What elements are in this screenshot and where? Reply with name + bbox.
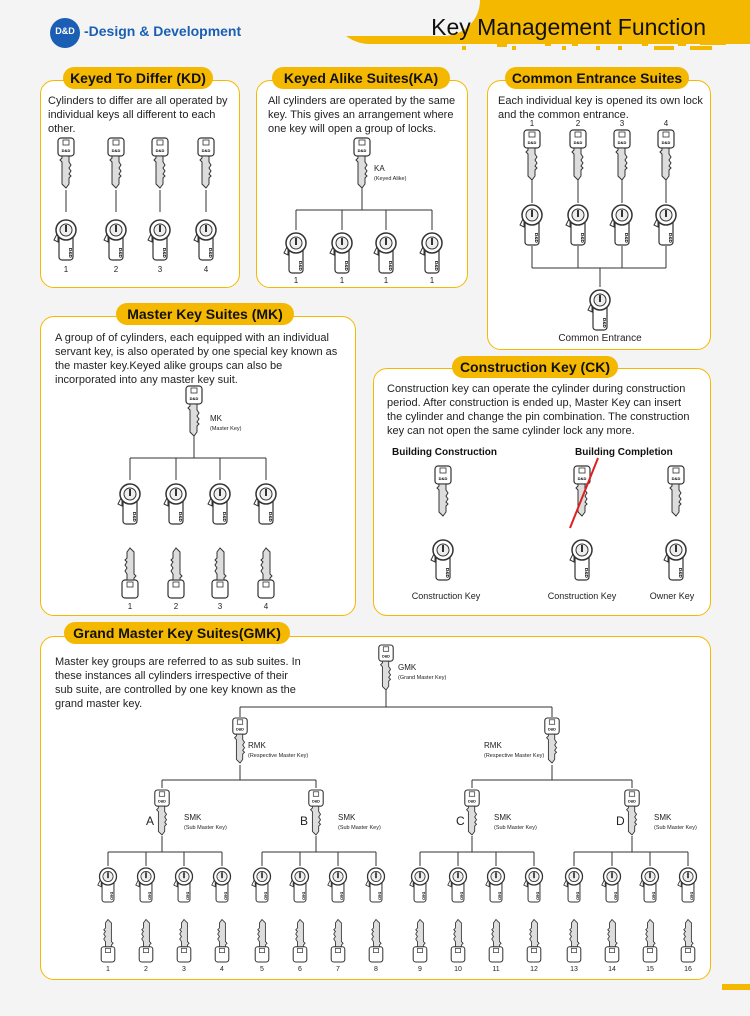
svg-text:D&D: D&D [628, 799, 636, 804]
svg-text:D&D: D&D [624, 233, 629, 243]
svg-text:D&D: D&D [445, 568, 450, 578]
svg-text:D&D: D&D [575, 891, 580, 901]
svg-text:D&D: D&D [68, 248, 73, 258]
mk-title: Master Key Suites (MK) [116, 303, 294, 325]
svg-text:D&D: D&D [613, 891, 618, 901]
ka-number: 1 [383, 276, 389, 285]
ce-number: 2 [575, 119, 581, 128]
group-letter: C [456, 814, 465, 828]
group-letter: D [616, 814, 625, 828]
svg-text:D&D: D&D [155, 148, 165, 153]
gmk-description: Master key groups are referred to as sub suites. In these instances all cylinders irrespective of their sub suite, are controlled by one key known as the grand master key. [55, 656, 301, 710]
svg-text:D&D: D&D [678, 568, 683, 578]
svg-text:D&D: D&D [421, 891, 426, 901]
ka-number: 1 [293, 276, 299, 285]
svg-text:D&D: D&D [185, 891, 190, 901]
gmk-number: 16 [684, 966, 692, 973]
svg-text:D&D: D&D [178, 512, 183, 522]
svg-text:D&D: D&D [147, 891, 152, 901]
mk-number: 2 [173, 602, 179, 611]
ck-caption-3: Owner Key [649, 591, 695, 601]
svg-text:D&D: D&D [344, 261, 349, 271]
svg-text:D&D: D&D [377, 891, 382, 901]
mk-number: 1 [127, 602, 133, 611]
gmk-number: 12 [530, 966, 538, 973]
svg-text:D&D: D&D [535, 891, 540, 901]
ck-title: Construction Key (CK) [452, 356, 618, 378]
svg-text:D&D: D&D [162, 248, 167, 258]
svg-text:D&D: D&D [298, 261, 303, 271]
ck-sub-completion: Building Completion [575, 447, 673, 458]
gmk-number: 14 [608, 966, 616, 973]
svg-text:D&D: D&D [573, 140, 583, 145]
ck-description: Construction key can operate the cylinder during construction period. After construction is ended up, Master Key can insert the cylinder and change the pin combination. The construction key can not open the same cylinder lock any more. [387, 383, 690, 437]
gmk-number: 7 [336, 966, 340, 973]
svg-text:D&D: D&D [118, 248, 123, 258]
gmk-number: 10 [454, 966, 462, 973]
svg-text:D&D: D&D [497, 891, 502, 901]
ka-title: Keyed Alike Suites(KA) [272, 67, 450, 89]
brand-tagline: -Design & Development [84, 23, 242, 39]
kd-title: Keyed To Differ (KD) [63, 67, 213, 89]
svg-text:D&D: D&D [668, 233, 673, 243]
gmk-key-label: GMK (Grand Master Key) [398, 663, 447, 681]
kd-description: Cylinders to differ are all operated by individual keys all different to each other. [48, 95, 228, 135]
svg-text:D&D: D&D [651, 891, 656, 901]
svg-text:D&D: D&D [434, 261, 439, 271]
ka-key-label: KA (Keyed Alike) [374, 164, 407, 182]
smk-key-label: SMK (Sub Master Key) [494, 813, 537, 831]
ce-description: Each individual key is opened its own lock and the common entrance. [498, 95, 703, 121]
svg-text:D&D: D&D [438, 476, 448, 481]
svg-text:D&D: D&D [339, 891, 344, 901]
gmk-number: 11 [492, 966, 500, 973]
svg-text:D&D: D&D [223, 891, 228, 901]
group-letter: B [300, 814, 309, 828]
gmk-number: 2 [144, 966, 148, 973]
gmk-number: 3 [182, 966, 186, 973]
svg-text:D&D: D&D [201, 148, 211, 153]
svg-text:D&D: D&D [189, 396, 199, 401]
svg-text:D&D: D&D [61, 148, 71, 153]
svg-text:D&D: D&D [602, 318, 607, 328]
svg-text:D&D: D&D [527, 140, 537, 145]
svg-text:D&D: D&D [671, 476, 681, 481]
svg-text:D&D: D&D [222, 512, 227, 522]
svg-text:D&D: D&D [382, 654, 390, 659]
svg-text:D&D: D&D [459, 891, 464, 901]
kd-number: 2 [113, 265, 119, 274]
ce-title: Common Entrance Suites [505, 67, 689, 89]
page-title: Key Management Function [431, 14, 706, 40]
gmk-number: 4 [220, 966, 224, 973]
kd-number: 1 [63, 265, 69, 274]
svg-text:D&D: D&D [468, 799, 476, 804]
smk-key-label: SMK (Sub Master Key) [338, 813, 381, 831]
mk-key-label: MK (Master Key) [210, 414, 242, 432]
gmk-number: 9 [418, 966, 422, 973]
ce-number: 1 [529, 119, 535, 128]
svg-text:D&D: D&D [312, 799, 320, 804]
ce-number: 4 [663, 119, 669, 128]
svg-text:D&D: D&D [158, 799, 166, 804]
svg-text:D&D: D&D [208, 248, 213, 258]
svg-text:D&D: D&D [534, 233, 539, 243]
ka-description: All cylinders are operated by the same key. This gives an arrangement where one key will open a group of locks. [268, 95, 456, 135]
svg-text:D&D: D&D [584, 568, 589, 578]
mk-number: 3 [217, 602, 223, 611]
svg-text:D&D: D&D [689, 891, 694, 901]
svg-text:D&D: D&D [111, 148, 121, 153]
ce-number: 3 [619, 119, 625, 128]
mk-number: 4 [263, 602, 269, 611]
ka-number: 1 [339, 276, 345, 285]
gmk-number: 8 [374, 966, 378, 973]
svg-text:D&D: D&D [236, 727, 244, 732]
gmk-title: Grand Master Key Suites(GMK) [64, 622, 290, 644]
gmk-number: 6 [298, 966, 302, 973]
svg-text:D&D: D&D [577, 476, 587, 481]
group-letter: A [146, 814, 155, 828]
svg-text:D&D: D&D [301, 891, 306, 901]
svg-text:D&D: D&D [617, 140, 627, 145]
svg-text:D&D: D&D [109, 891, 114, 901]
smk-key-label: SMK (Sub Master Key) [184, 813, 227, 831]
mk-description: A group of of cylinders, each equipped with an individual servant key, is also operated by one special key known as the master key.Keyed alike groups can also be incorporated into any master key suit. [55, 332, 338, 386]
gmk-number: 13 [570, 966, 578, 973]
svg-text:D&D: D&D [661, 140, 671, 145]
ck-caption-1: Construction Key [411, 591, 481, 601]
svg-text:D&D: D&D [388, 261, 393, 271]
smk-key-label: SMK (Sub Master Key) [654, 813, 697, 831]
svg-text:D&D: D&D [268, 512, 273, 522]
brand-logo: D&D [50, 18, 80, 48]
svg-text:D&D: D&D [548, 727, 556, 732]
kd-number: 4 [203, 265, 209, 274]
kd-number: 3 [157, 265, 163, 274]
gmk-number: 15 [646, 966, 654, 973]
gmk-number: 1 [106, 966, 110, 973]
ck-caption-2: Construction Key [547, 591, 617, 601]
svg-text:D&D: D&D [580, 233, 585, 243]
rmk-key-label-left: RMK (Respective Master Key) [248, 741, 309, 759]
ce-caption: Common Entrance [558, 333, 642, 344]
gmk-number: 5 [260, 966, 264, 973]
svg-text:D&D: D&D [357, 148, 367, 153]
rmk-key-label-right: RMK (Respective Master Key) [484, 741, 545, 759]
ck-sub-construction: Building Construction [392, 447, 497, 458]
ka-number: 1 [429, 276, 435, 285]
svg-text:D&D: D&D [132, 512, 137, 522]
svg-text:D&D: D&D [263, 891, 268, 901]
